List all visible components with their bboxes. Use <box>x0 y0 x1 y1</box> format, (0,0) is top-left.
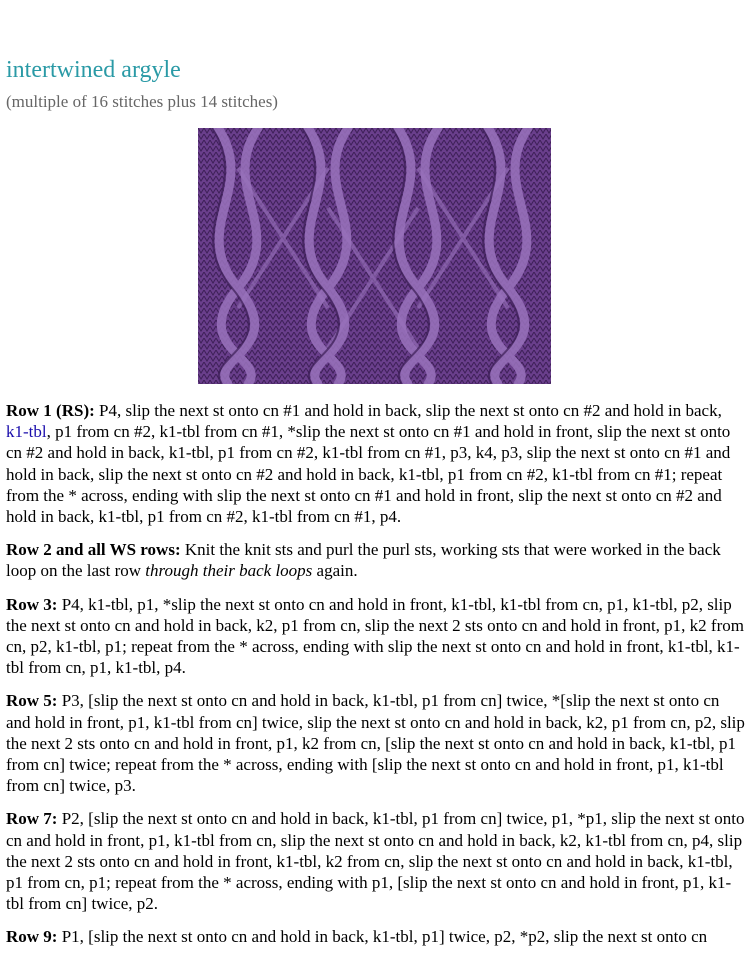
row-3 <box>6 594 748 679</box>
row-label: Row 9: <box>6 927 58 947</box>
row-text: Knit the knit sts and purl the purl sts, working sts that were worked in the back loop on the last row <box>6 540 721 581</box>
row-text: P4, slip the next st onto cn #1 and hold in back, slip the next st onto cn #2 and hold in back, <box>94 401 722 420</box>
row-label: Row 5: <box>6 691 58 711</box>
row-text: again. <box>312 561 358 581</box>
row-text: , p1 from cn #2, k1-tbl from cn #1, *slip the next st onto cn #1 and hold in front, slip the next st onto cn #2 and hold in back, k1-tbl, p1 from cn #2, k1-tbl from cn #1, p3, k4, p3, slip the next st onto cn #1 and hold in back, slip the next st onto cn #2 and hold in back, k1-tbl, p1 from cn #2, k1-tbl from cn #1; repeat from the * across, ending with slip the next st onto cn #1 and hold in front, slip the next st onto cn #2 and hold in back, k1-tbl, p1 from cn #2, k1-tbl from cn #1, p4. <box>6 422 731 527</box>
row-2-ws <box>6 539 748 581</box>
row-label: Row 1 (RS): <box>6 401 95 420</box>
row-text: P3, [slip the next st onto cn and hold in back, k1-tbl, p1 from cn] twice, *[slip the next st onto cn and hold in front, p1, k1-tbl from cn] twice, slip the next st onto cn and hold in back, k2, p1 from cn, p2, slip the next 2 sts onto cn and hold in front, p1, k2 from cn, [slip the next st onto cn and hold in back, k1-tbl, p1 from cn] twice; repeat from the * across, ending with [slip the next st onto cn and hold in front, p1, k1-tbl from cn] twice, p3. <box>6 691 745 796</box>
row-text: P1, [slip the next st onto cn and hold in back, k1-tbl, p1] twice, p2, *p2, slip the next st onto cn <box>57 927 708 947</box>
row-text: P2, [slip the next st onto cn and hold in back, k1-tbl, p1 from cn] twice, p1, *p1, slip the next st onto cn and hold in front, p1, k1-tbl from cn, slip the next st onto cn and hold in back, k2, k1-tbl from cn, p4, slip the next 2 sts onto cn and hold in front, k1-tbl, k2 from cn, slip the next st onto cn and hold in back, k1-tbl, p1 from cn, p1; repeat from the * across, ending with p1, [slip the next st onto cn and hold in front, p1, k1-tbl from cn] twice, p2. <box>6 809 745 914</box>
knit-swatch-photo <box>198 128 551 384</box>
row-instructions <box>6 400 748 960</box>
row-label: Row 7: <box>6 809 58 829</box>
row-label: Row 3: <box>6 594 58 614</box>
pattern-title: intertwined argyle <box>6 57 181 83</box>
row-7 <box>6 808 748 914</box>
row-9 <box>6 926 748 947</box>
row-5 <box>6 690 748 796</box>
row-label: Row 2 and all WS rows: <box>6 540 181 560</box>
row-text-italic: through their back loops <box>145 561 313 581</box>
row-text: P4, k1-tbl, p1, *slip the next st onto cn and hold in front, k1-tbl, k1-tbl from cn, p1, k1-tbl, p2, slip the next st onto cn and hold in back, k2, p1 from cn, slip the next 2 sts onto cn and hold in front, p1, k2 from cn, p2, k1-tbl, p1; repeat from the * across, ending with slip the next st onto cn and hold in front, k1-tbl, k1-tbl from cn, p1, k1-tbl, p4. <box>6 594 744 678</box>
row-1 <box>6 400 748 527</box>
k1-tbl-link[interactable]: k1-tbl <box>6 422 47 442</box>
stitch-multiple: (multiple of 16 stitches plus 14 stitches) <box>6 92 278 111</box>
